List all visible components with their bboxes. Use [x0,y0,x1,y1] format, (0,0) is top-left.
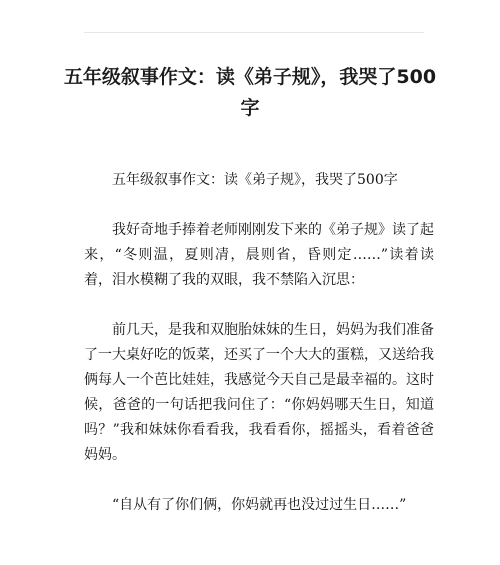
paragraph-birthday: 前几天，是我和双胞胎妹妹的生日，妈妈为我们准备了一大桌好吃的饭菜，还买了一个大大的蛋糕，又送给我俩每人一个芭比娃娃，我感觉今天自己是最幸福的。这时候，爸爸的一句话把我问住了：“你妈妈哪天生日，知道吗？”我和妹妹你看看我，我看看你，摇摇头，看着爸爸妈妈。 [84,322,434,463]
page-title: 五年级叙事作文：读《弟子规》，我哭了500字 [63,66,437,119]
article-body [84,168,434,543]
paragraph-reading: 我好奇地手捧着老师刚刚发下来的《弟子规》读了起来，“冬则温，夏则凊，晨则省，昏则定……”读着读着，泪水模糊了我的双眼，我不禁陷入沉思： [84,222,434,288]
paragraph-quote: “自从有了你们俩，你妈就再也没过过生日……” [112,497,407,513]
paragraph-heading: 五年级叙事作文：读《弟子规》，我哭了500字 [112,172,398,188]
header-divider [84,32,424,33]
